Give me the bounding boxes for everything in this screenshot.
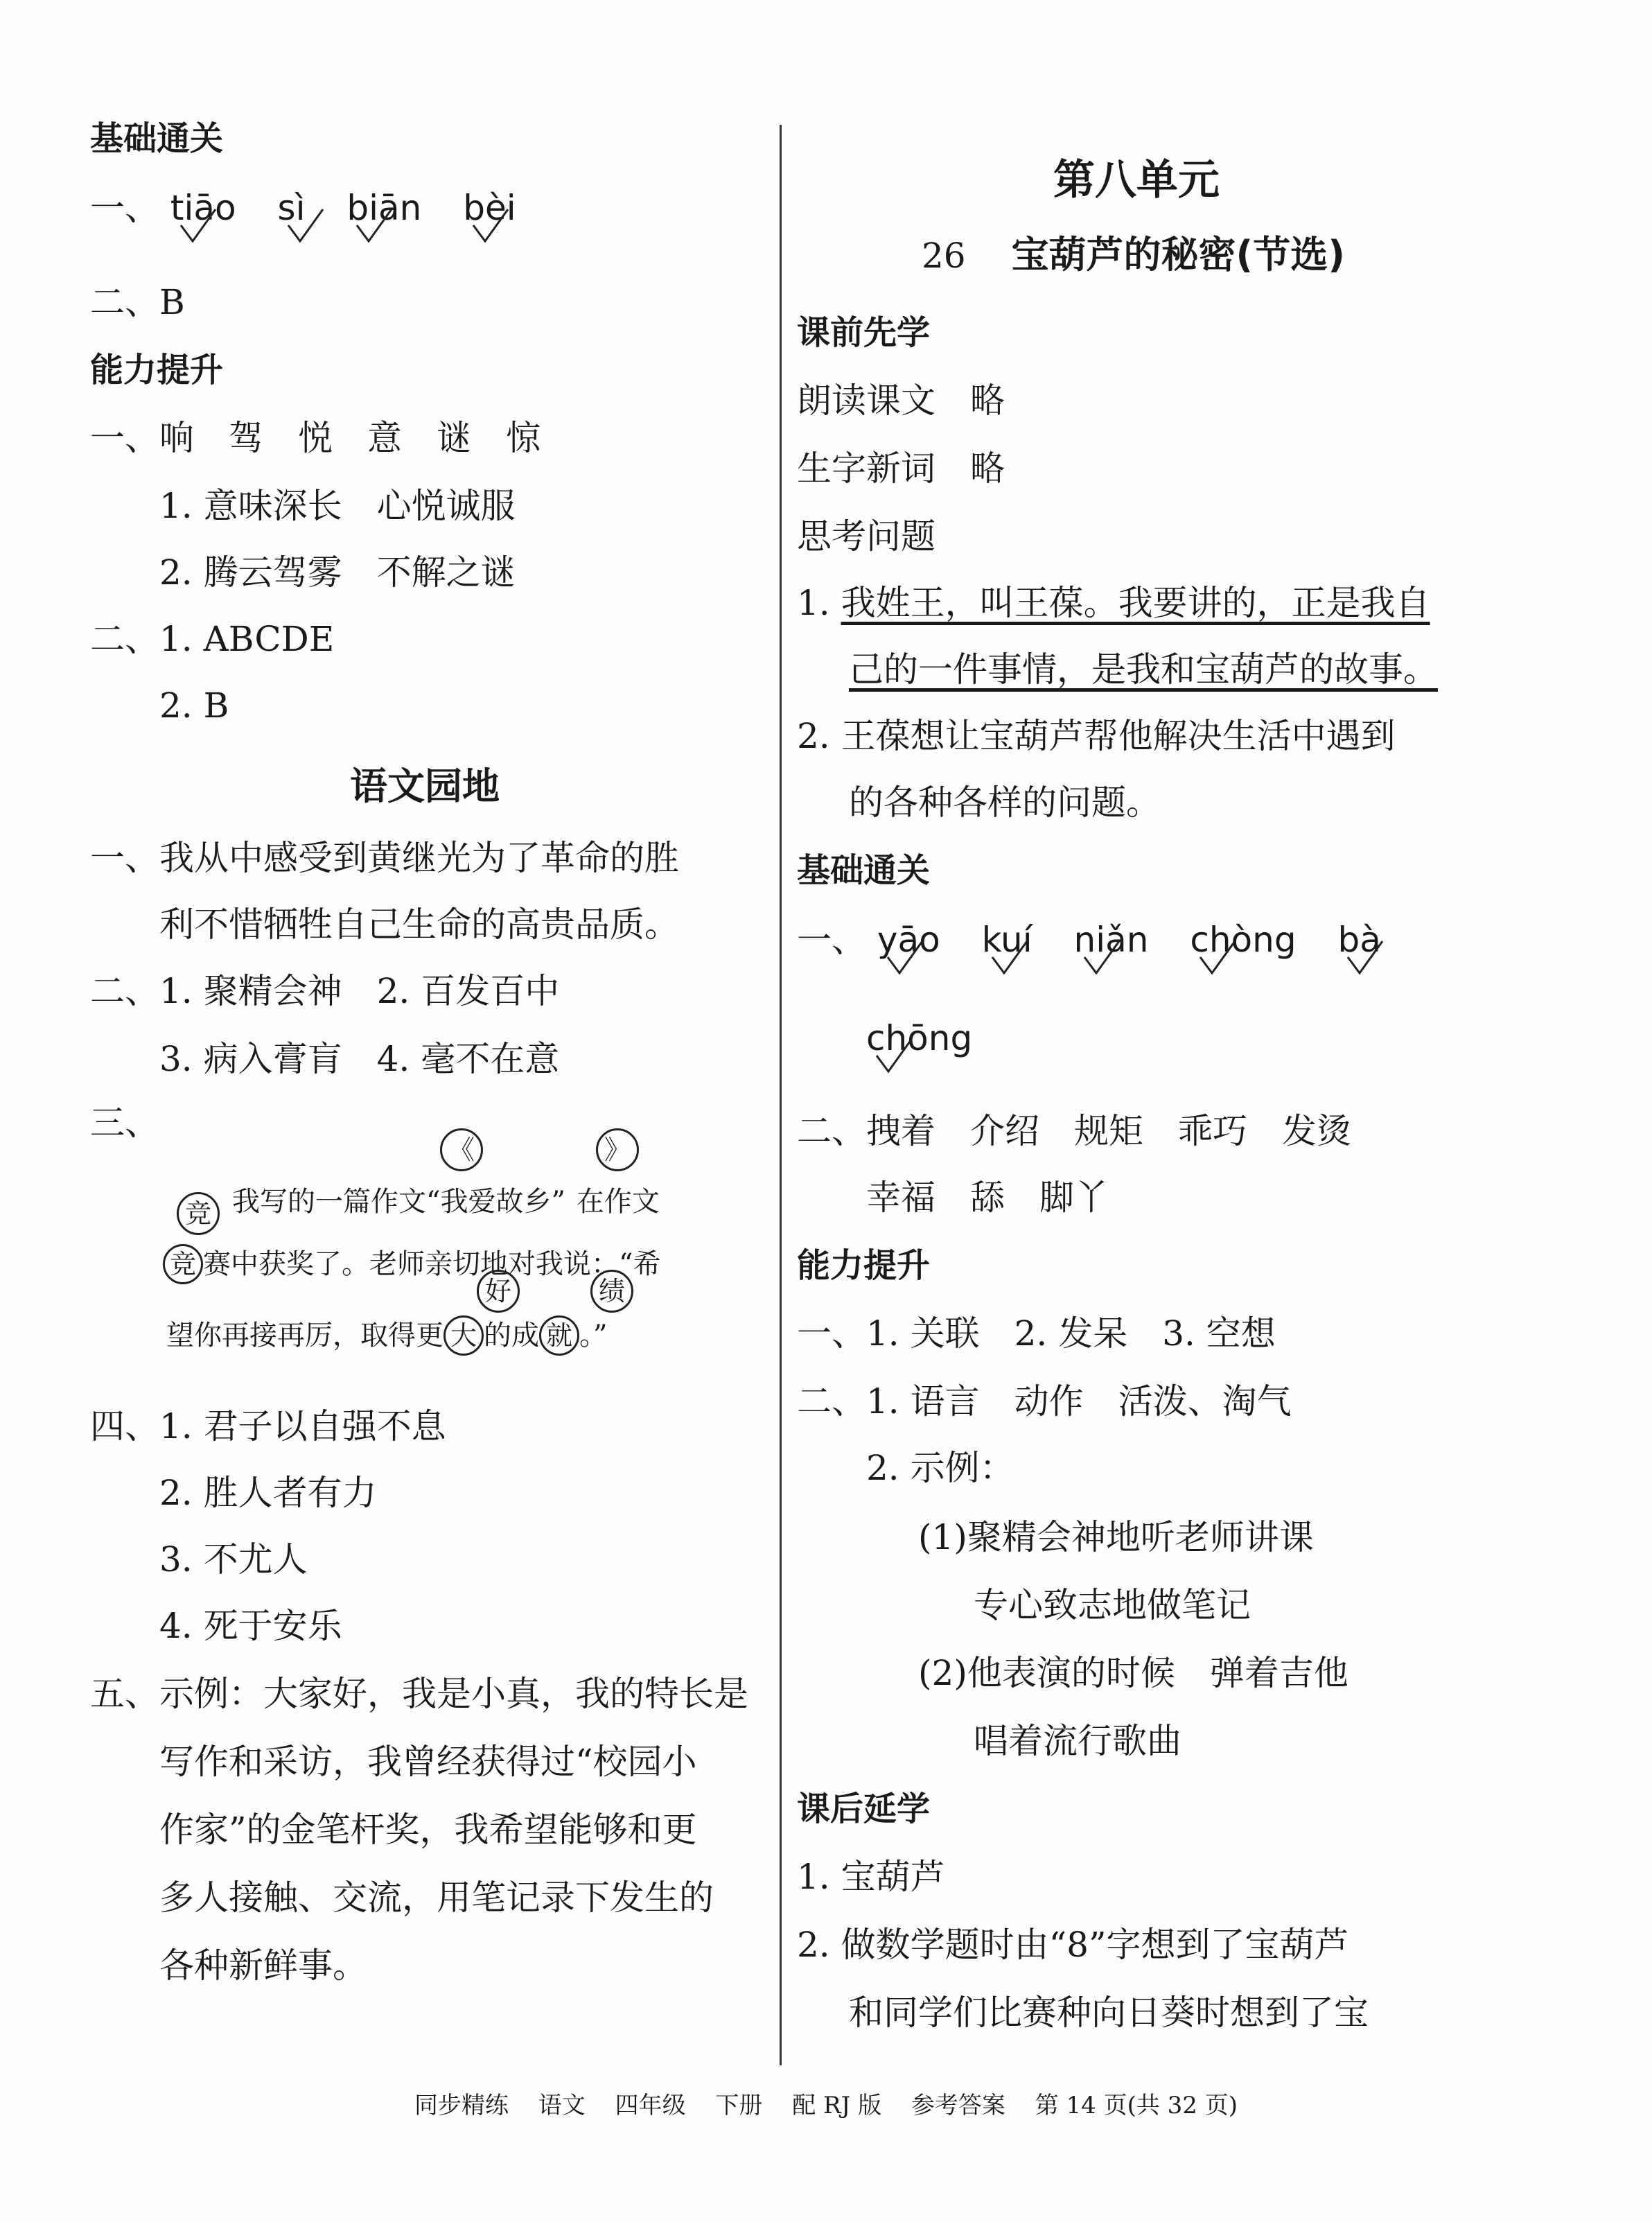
essay-line-2: 竞 赛中获奖了。老师亲切地对我说：“希 [163,1244,660,1284]
pinyin-3: biān [346,187,421,229]
footer-grade: 四年级 [615,2092,686,2119]
lesson-number: 26 [922,236,966,276]
pinyin-r-1: yāo [877,919,940,961]
ability-q2-2: 2. B [159,685,229,726]
garden-title: 语文园地 [350,764,500,808]
ability-q1-1: 1. 意味深长 心悦诚服 [159,486,516,526]
basic-q1 [90,187,547,229]
basic-q2-r-a: 二、拽着 介绍 规矩 乖巧 发烫 [797,1111,1351,1151]
check-icon [1081,940,1123,981]
ability-q2-r-1: 二、1. 语言 动作 活泼、淘气 [797,1381,1292,1421]
basic-q1-r: 一、 yāo kuí niǎn chòng bà [797,919,1412,961]
post-2b: 和同学们比赛种向日葵时想到了宝 [849,1993,1369,2033]
mark-jing-circled: 竞 [163,1244,203,1284]
garden-q1-b: 利不惜牺牲自己生命的高贵品质。 [159,904,679,945]
garden-q3: 三、 [90,1103,159,1143]
garden-q4-4: 4. 死于安乐 [159,1606,342,1646]
pinyin-4: bèi [463,187,516,229]
column-divider [780,125,782,2065]
pre-words: 生字新词 略 [797,448,1005,489]
lesson-title: 宝葫芦的秘密(节选) [1011,233,1345,277]
basic-q1-prefix: 一、 [90,188,159,228]
mark-ji: 绩 [590,1270,633,1313]
pinyin-r-4: chòng [1190,919,1296,961]
pre-title: 课前先学 [797,313,931,352]
garden-q5-d: 多人接触、交流，用笔记录下发生的 [159,1878,714,1918]
basic-q2: 二、B [90,282,185,322]
mark-da: 大 [443,1315,484,1356]
pre-read: 朗读课文 略 [797,380,1005,421]
think-1b: 己的一件事情，是我和宝葫芦的故事。 [849,649,1438,690]
pinyin-r-2: kuí [982,919,1032,961]
unit-title: 第八单元 [1053,156,1220,204]
check-icon [353,208,395,250]
post-title: 课后延学 [797,1790,931,1828]
essay-correction [76,1095,755,1386]
footer-page-number: 第 14 页(共 32 页) [1035,2092,1238,2119]
mark-book-open: 《 [440,1128,483,1171]
ability-q1: 一、响 驾 悦 意 谜 惊 [90,418,541,458]
basic-title: 基础通关 [90,119,224,158]
mark-book-close: 》 [596,1128,639,1171]
check-icon [177,208,219,250]
pre-think: 思考问题 [797,516,935,557]
footer-volume: 下册 [715,2092,763,2119]
footer-series: 同步精练 [414,2092,509,2119]
ability-q2-r-2d: 唱着流行歌曲 [974,1721,1181,1761]
garden-q5-e: 各种新鲜事。 [159,1945,367,1986]
pinyin-r-5: bà [1337,919,1380,961]
ability-q2-r-2b: 专心致志地做笔记 [974,1585,1251,1625]
lesson-heading [922,234,1345,277]
ability-title: 能力提升 [90,351,224,390]
garden-q5-c: 作家”的金笔杆奖，我希望能够和更 [159,1810,697,1850]
check-icon [873,1038,915,1080]
pinyin-r-3: niǎn [1074,919,1149,961]
check-icon [989,940,1030,981]
essay-line-3: 望你再接再厉，取得更 大 的成 就 。” [166,1315,607,1356]
check-icon [1197,940,1238,981]
ability-q1-2: 2. 腾云驾雾 不解之谜 [159,552,516,593]
footer-answers: 参考答案 [911,2092,1005,2119]
garden-q4-1: 四、1. 君子以自强不息 [90,1406,446,1446]
garden-q4-3: 3. 不尤人 [159,1539,308,1580]
garden-q5-b: 写作和采访，我曾经获得过“校园小 [159,1742,697,1782]
post-2a: 2. 做数学题时由“8”字想到了宝葫芦 [797,1925,1349,1965]
think-2a: 2. 王葆想让宝葫芦帮他解决生活中遇到 [797,716,1396,756]
garden-q1-a: 一、我从中感受到黄继光为了革命的胜 [90,838,679,878]
mark-hao: 好 [477,1270,520,1313]
garden-q2-b: 3. 病入膏肓 4. 毫不在意 [159,1039,560,1079]
ability-q2-r-2a: (1)聚精会神地听老师讲课 [918,1517,1314,1557]
garden-q2-a: 二、1. 聚精会神 2. 百发百中 [90,971,560,1011]
basic-q1-r-2 [866,1017,1003,1059]
basic-title-r: 基础通关 [797,851,931,890]
pinyin-r-6: chōng [866,1017,972,1059]
pinyin-1: tiāo [170,187,236,229]
post-1: 1. 宝葫芦 [797,1857,945,1897]
footer-subject: 语文 [538,2092,586,2119]
mark-jing-top: 竞 [177,1192,220,1235]
check-icon [285,208,326,250]
footer-edition: 配 RJ 版 [792,2092,882,2119]
mark-jiu: 就 [539,1315,579,1356]
ability-q2-1: 二、1. ABCDE [90,619,335,659]
think-2b: 的各种各样的问题。 [849,782,1161,823]
check-icon [1344,940,1386,981]
ability-q2-r-2c: (2)他表演的时候 弹着吉他 [918,1653,1348,1693]
garden-q5-a: 五、示例：大家好，我是小真，我的特长是 [90,1674,748,1714]
check-icon [470,208,511,250]
ability-q1-r: 一、1. 关联 2. 发呆 3. 空想 [797,1313,1276,1354]
ability-title-r: 能力提升 [797,1246,931,1285]
garden-q4-2: 2. 胜人者有力 [159,1473,377,1513]
pinyin-2: sì [278,187,306,229]
page-footer [0,2086,1652,2120]
ability-q2-r-2: 2. 示例： [866,1448,1014,1488]
basic-q2-r-b: 幸福 舔 脚丫 [866,1178,1109,1218]
check-icon [884,940,926,981]
essay-line-1: 我写的一篇作文“我爱故乡” 在作文 [232,1186,660,1218]
think-1a: 1. 我姓王，叫王葆。我要讲的，正是我自 [797,583,1430,623]
